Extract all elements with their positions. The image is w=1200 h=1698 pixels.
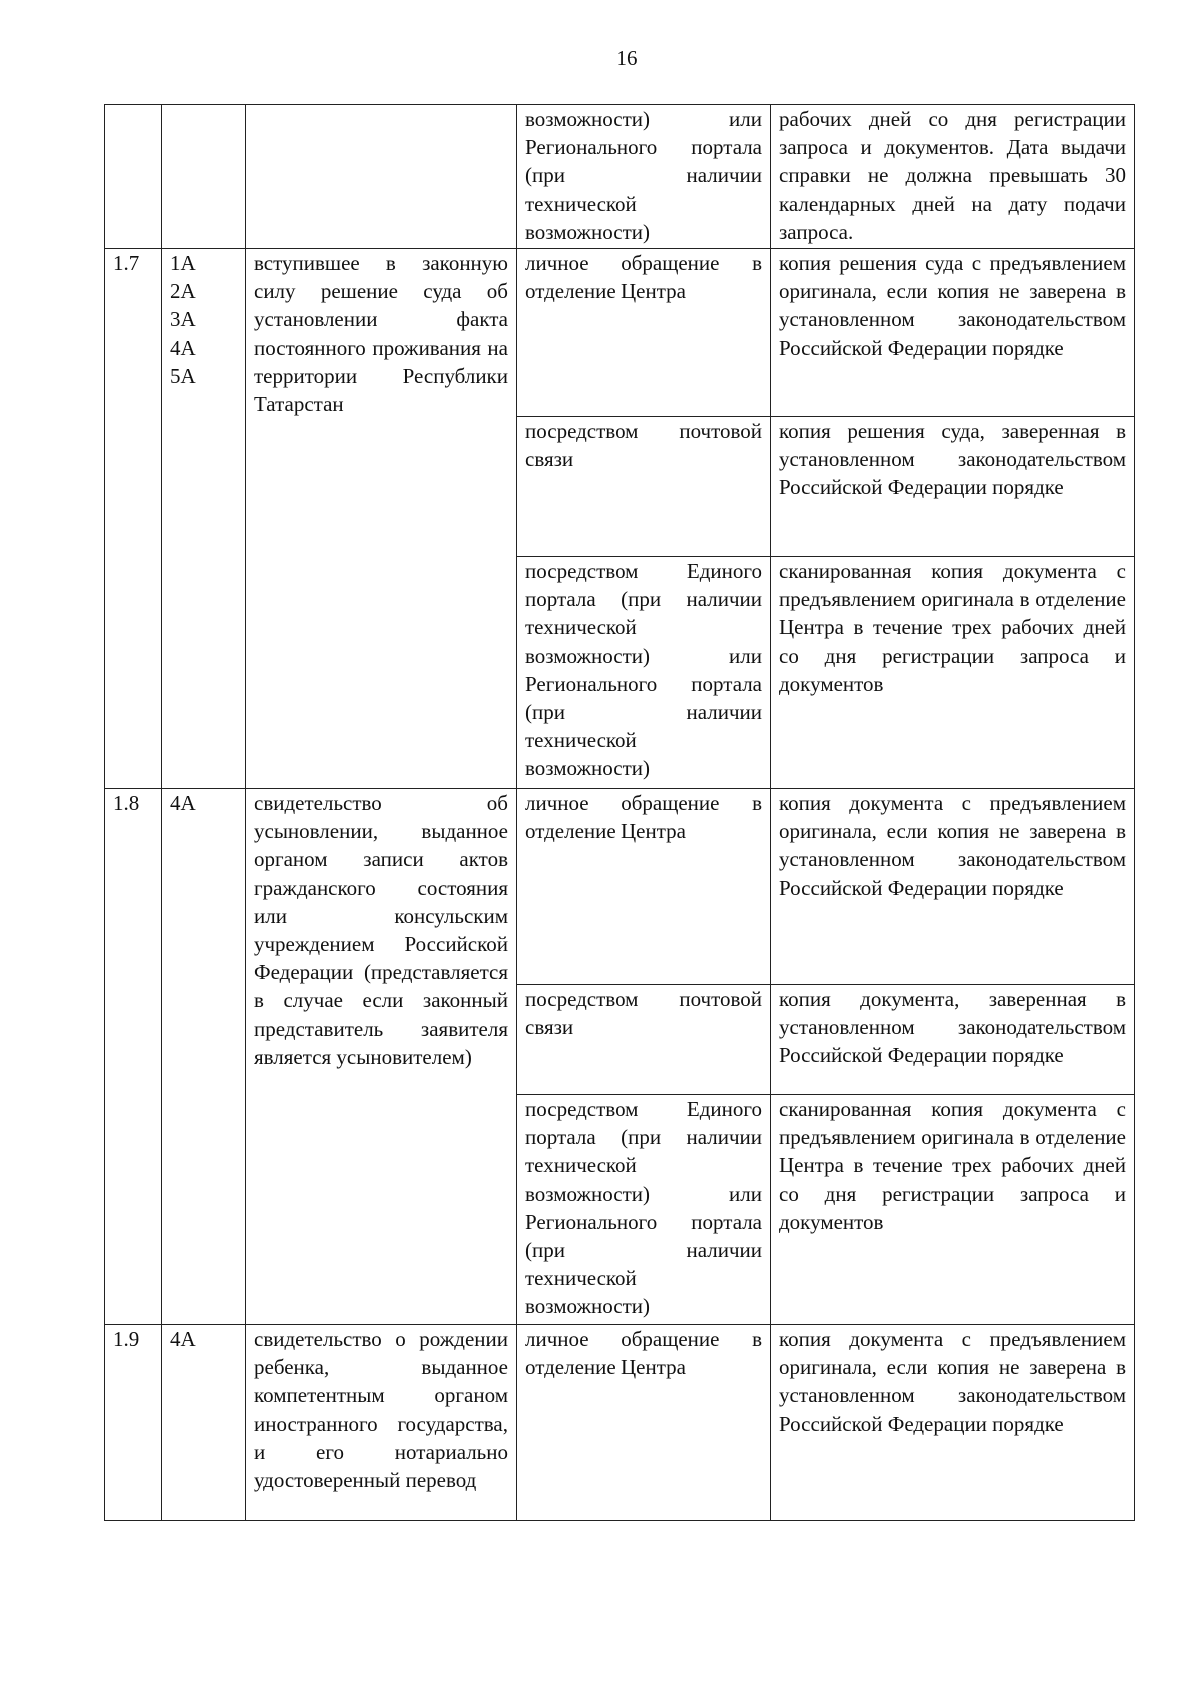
row-number: 1.9 <box>105 1325 162 1521</box>
document-description: свидетельство об усыновлении, выданное органом записи актов гражданского состояния или консульским учреждением Российской Федерации (представляется в случае если законный представитель заявителя является усыновителем) <box>246 789 517 1325</box>
copy-requirement: копия документа с предъявлением оригинала, если копия не заверена в установленном законодательством Российской Федерации порядке <box>771 789 1135 985</box>
copy-requirement: копия документа с предъявлением оригинала, если копия не заверена в установленном законодательством Российской Федерации порядке <box>771 1325 1135 1521</box>
document-description: вступившее в законную силу решение суда об установлении факта постоянного проживания на территории Республики Татарстан <box>246 249 517 789</box>
copy-requirement: сканированная копия документа с предъявлением оригинала в отделение Центра в течение трех рабочих дней со дня регистрации запроса и документов <box>771 1095 1135 1325</box>
document-description: свидетельство о рождении ребенка, выданное компетентным органом иностранного государства, и его нотариально удостоверенный перевод <box>246 1325 517 1521</box>
method-cell: возможности) или Регионального портала (при наличии технической возможности) <box>517 105 771 249</box>
category-codes: 1А 2А 3А 4А 5А <box>162 249 246 789</box>
category-codes: 4А <box>162 1325 246 1521</box>
page-number: 16 <box>616 46 638 70</box>
copy-requirement: сканированная копия документа с предъявлением оригинала в отделение Центра в течение трех рабочих дней со дня регистрации запроса и документов <box>771 557 1135 789</box>
documents-table <box>104 104 1135 1521</box>
submission-method: личное обращение в отделение Центра <box>517 1325 771 1521</box>
copy-requirement: копия документа, заверенная в установленном законодательством Российской Федерации порядке <box>771 985 1135 1095</box>
num-cell <box>105 105 162 249</box>
codes-cell <box>162 105 246 249</box>
table-row-1-9 <box>105 1325 1135 1521</box>
table-row-1-7 <box>105 249 1135 417</box>
row-number: 1.7 <box>105 249 162 789</box>
submission-method: посредством почтовой связи <box>517 417 771 557</box>
submission-method: посредством Единого портала (при наличии технической возможности) или Регионального портала (при наличии технической возможности) <box>517 557 771 789</box>
submission-method: личное обращение в отделение Центра <box>517 789 771 985</box>
submission-method: посредством Единого портала (при наличии технической возможности) или Регионального портала (при наличии технической возможности) <box>517 1095 771 1325</box>
copy-requirement: копия решения суда, заверенная в установленном законодательством Российской Федерации порядке <box>771 417 1135 557</box>
submission-method: посредством почтовой связи <box>517 985 771 1095</box>
category-codes: 4А <box>162 789 246 1325</box>
requirement-cell: рабочих дней со дня регистрации запроса и документов. Дата выдачи справки не должна превышать 30 календарных дней на дату подачи запроса. <box>771 105 1135 249</box>
copy-requirement: копия решения суда с предъявлением оригинала, если копия не заверена в установленном законодательством Российской Федерации порядке <box>771 249 1135 417</box>
table-row-continuation <box>105 105 1135 249</box>
description-cell <box>246 105 517 249</box>
row-number: 1.8 <box>105 789 162 1325</box>
submission-method: личное обращение в отделение Центра <box>517 249 771 417</box>
table-row-1-8 <box>105 789 1135 985</box>
